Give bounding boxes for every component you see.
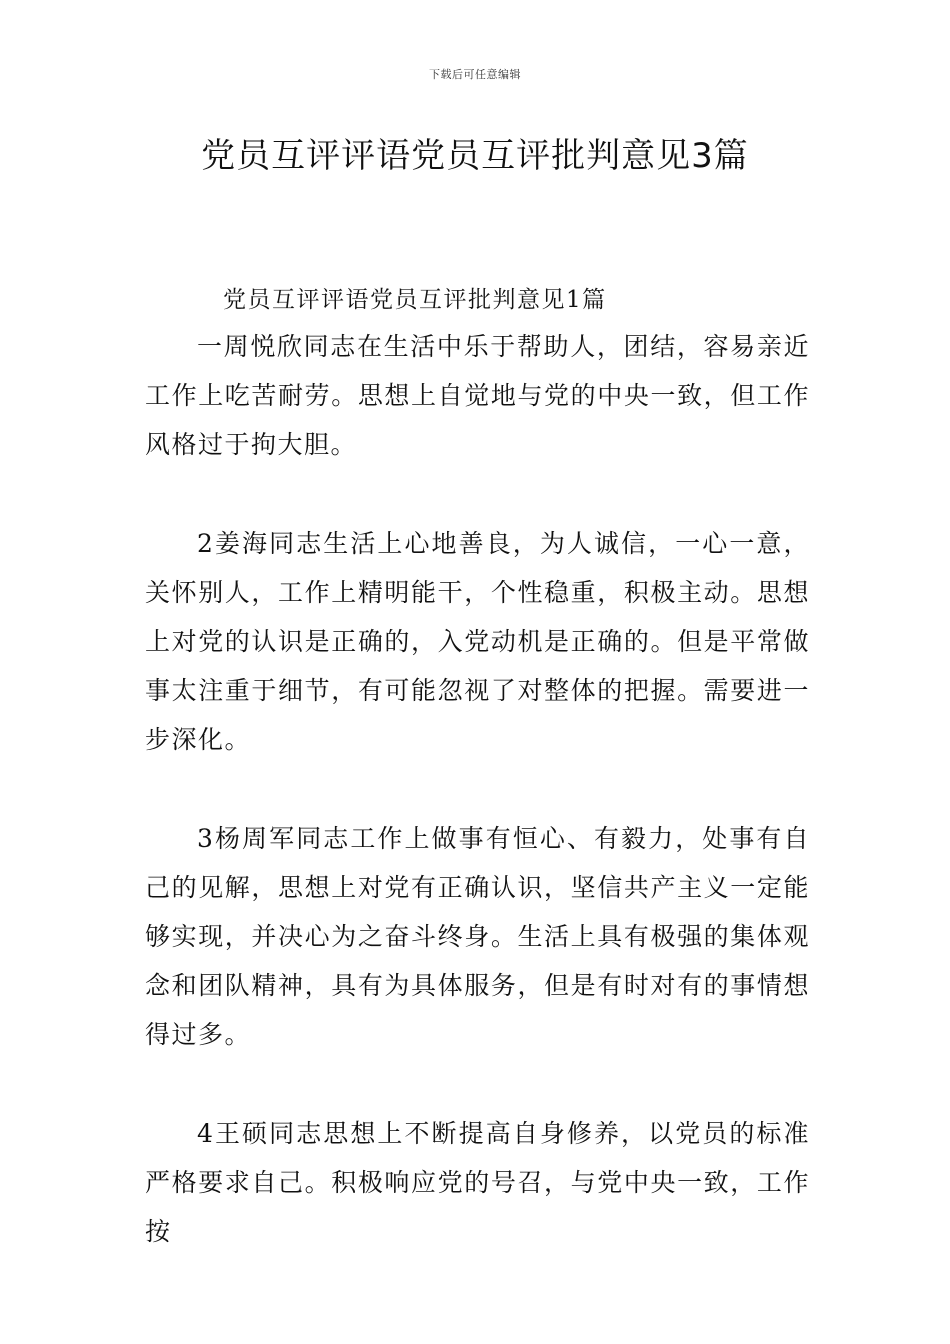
document-title: 党员互评评语党员互评批判意见3篇 — [201, 136, 749, 176]
paragraph-4: 4王硕同志思想上不断提高自身修养，以党员的标准严格要求自己。积极响应党的号召，与党中央一致，工作按 — [145, 1119, 810, 1246]
paragraph-gap — [145, 764, 810, 814]
document-body — [145, 278, 810, 1256]
paragraph-gap — [145, 1059, 810, 1109]
header-note: 下载后可任意编辑 — [429, 68, 521, 81]
paragraph-3: 3杨周军同志工作上做事有恒心、有毅力，处事有自己的见解，思想上对党有正确认识，坚信共产主义一定能够实现，并决心为之奋斗终身。生活上具有极强的集体观念和团队精神，具有为具体服务，但是有时对有的事情想得过多。 — [145, 824, 810, 1049]
paragraph-2: 2姜海同志生活上心地善良，为人诚信，一心一意，关怀别人，工作上精明能干，个性稳重，积极主动。思想上对党的认识是正确的，入党动机是正确的。但是平常做事太注重于细节，有可能忽视了对整体的把握。需要进一步深化。 — [145, 529, 810, 754]
paragraph-gap — [145, 469, 810, 519]
paragraph-1: 一周悦欣同志在生活中乐于帮助人，团结，容易亲近工作上吃苦耐劳。思想上自觉地与党的中央一致，但工作风格过于拘大胆。 — [145, 332, 810, 459]
section-heading: 党员互评评语党员互评批判意见1篇 — [223, 287, 607, 313]
